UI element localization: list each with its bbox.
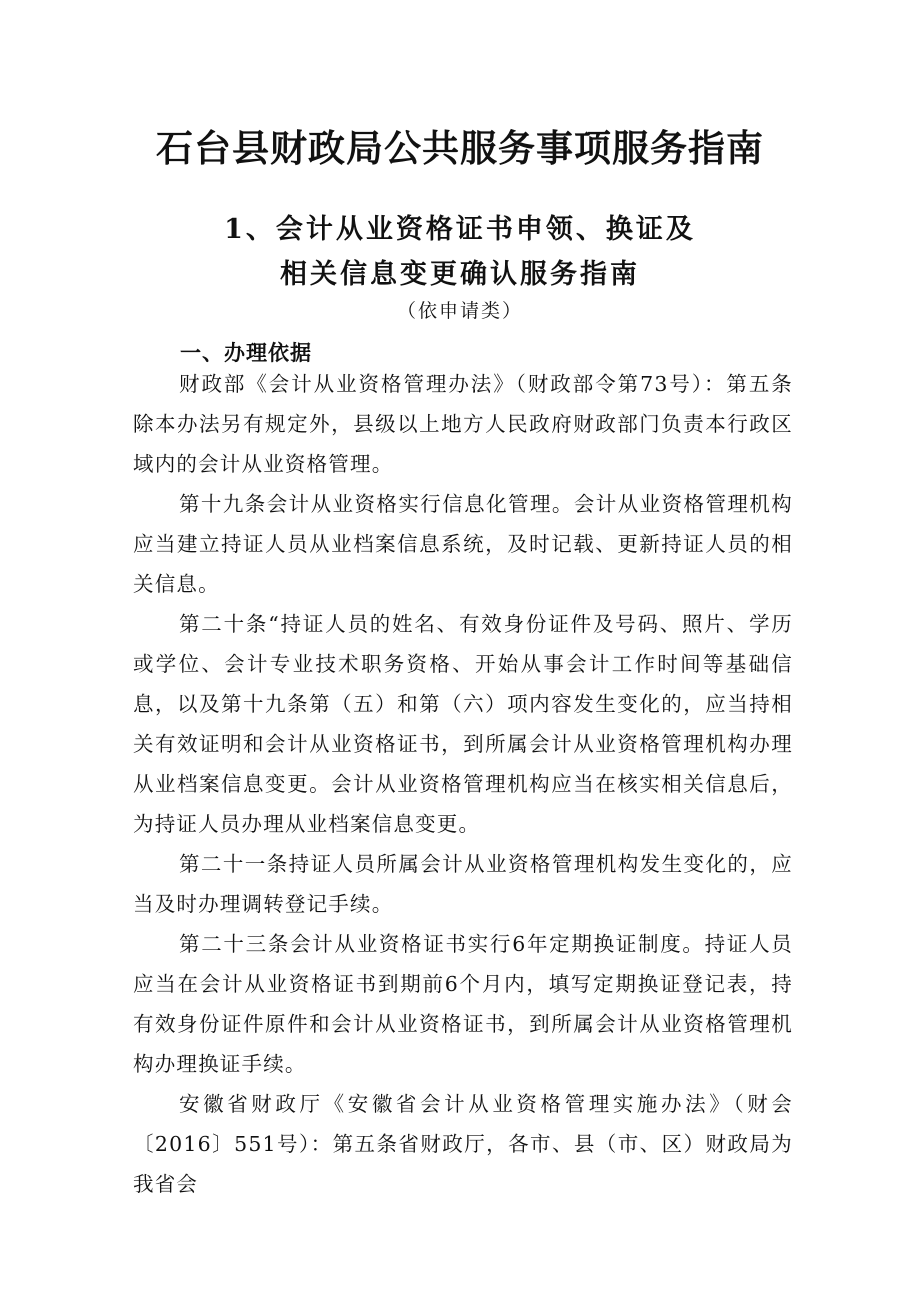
paragraph: 第二十一条持证人员所属会计从业资格管理机构发生变化的，应当及时办理调转登记手续。 [133,852,793,916]
paragraph: 第二十三条会计从业资格证书实行6年定期换证制度。持证人员应当在会计从业资格证书到期前6个月内，填写定期换证登记表，持有效身份证件原件和会计从业资格证书，到所属会计从业资格管理机构办理换证手续。 [133,932,793,1076]
service-guide-title-line1: 1、会计从业资格证书申领、换证及 [224,214,696,245]
service-guide-title-line2: 相关信息变更确认服务指南 [280,259,640,290]
paragraph: 安徽省财政厅《安徽省会计从业资格管理实施办法》（财会〔2016〕551号）：第五条省财政厅，各市、县（市、区）财政局为我省会 [133,1092,793,1196]
document-title: 石台县财政局公共服务事项服务指南 [156,127,764,170]
category-label: （依申请类） [396,300,523,322]
paragraph: 第二十条“持证人员的姓名、有效身份证件及号码、照片、学历或学位、会计专业技术职务资格、开始从事会计工作时间等基础信息，以及第十九条第（五）和第（六）项内容发生变化的，应当持相关有效证明和会计从业资格证书，到所属会计从业资格管理机构办理从业档案信息变更。会计从业资格管理机构应当在核实相关信息后，为持证人员办理从业档案信息变更。 [133,612,793,836]
section-heading-basis: 一、办理依据 [180,341,312,365]
paragraph: 财政部《会计从业资格管理办法》（财政部令第73号）：第五条除本办法另有规定外，县级以上地方人民政府财政部门负责本行政区域内的会计从业资格管理。 [133,372,793,476]
paragraph: 第十九条会计从业资格实行信息化管理。会计从业资格管理机构应当建立持证人员从业档案信息系统，及时记载、更新持证人员的相关信息。 [133,492,793,596]
